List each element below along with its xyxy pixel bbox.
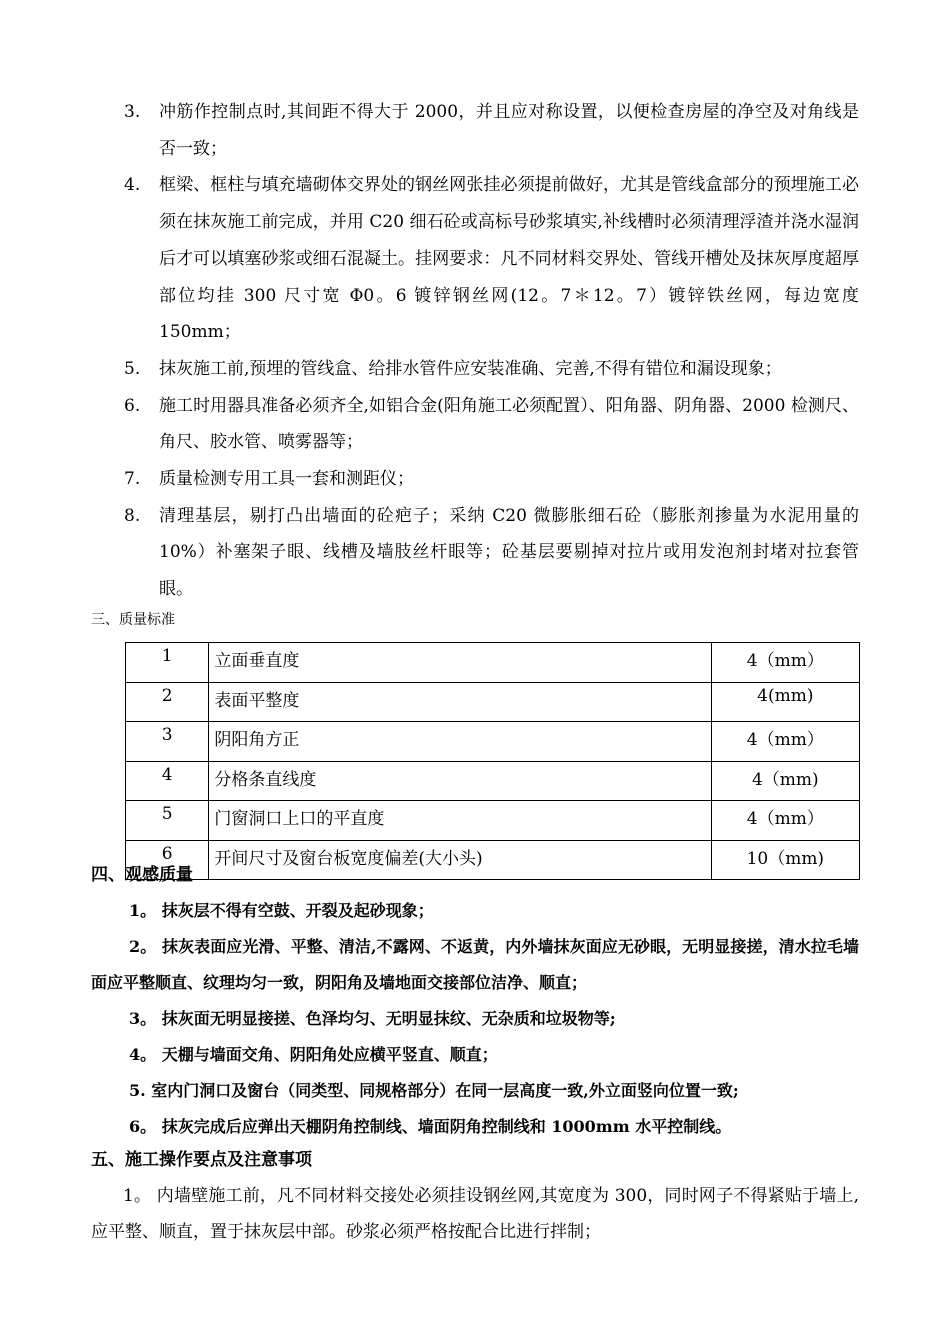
list-text: 质量检测专用工具一套和测距仪； — [159, 469, 414, 490]
list-item: 6。 抹灰完成后应弹出天棚阴角控制线、墙面阴角控制线和 1000mm 水平控制线。 — [129, 1117, 732, 1136]
table-row — [126, 801, 860, 841]
section-heading-appearance-quality: 四、观感质量 — [91, 865, 193, 885]
list-item: 5. 室内门洞口及窗台（同类型、同规格部分）在同一层高度一致,外立面竖向位置一致; — [129, 1081, 739, 1100]
list-item — [0, 461, 950, 498]
list-item — [0, 94, 950, 167]
list-item — [0, 498, 950, 608]
table-row — [126, 643, 860, 683]
table-cell-no: 2 — [126, 682, 209, 722]
list-number: 4. — [124, 175, 141, 196]
table-cell-no: 6 — [126, 840, 209, 880]
table-cell-no: 3 — [126, 722, 209, 762]
list-number: 6. — [124, 395, 141, 416]
table-cell-tolerance: 4（mm） — [711, 722, 859, 762]
table-row — [126, 840, 860, 880]
list-text: 框梁、框柱与填充墙砌体交界处的钢丝网张挂必须提前做好，尤其是管线盒部分的预埋施工必须在抹灰施工前完成，并用 C20 细石砼或高标号砂浆填实,补线槽时必须清理浮渣并浇水湿润后才可以填塞砂浆或细石混凝土。挂网要求：凡不同材料交界处、管线开槽处及抹灰厚度超厚部位均挂 300 尺寸宽 Φ0。6 镀锌钢丝网(12。7＊12。7）镀锌铁丝网，每边宽度 150mm； — [159, 175, 859, 343]
list-number: 7. — [124, 469, 141, 490]
table-cell-item: 开间尺寸及窗台板宽度偏差(大小头) — [209, 840, 711, 880]
list-text: 施工时用器具准备必须齐全,如铝合金(阳角施工必须配置）、阳角器、阴角器、2000 检测尺、角尺、胶水管、喷雾器等； — [159, 395, 859, 453]
table-cell-tolerance: 10（mm) — [711, 840, 859, 880]
list-item — [0, 388, 950, 461]
table-row — [126, 761, 860, 801]
list-text: 清理基层，剔打凸出墙面的砼疤子；采纳 C20 微膨胀细石砼（膨胀剂掺量为水泥用量的 10%）补塞架子眼、线槽及墙肢丝杆眼等；砼基层要剔掉对拉片或用发泡剂封堵对拉套管眼。 — [159, 505, 859, 600]
list-item: 1。 内墙壁施工前，凡不同材料交接处必须挂设钢丝网,其宽度为 300，同时网子不得紧贴于墙上,应平整、顺直，置于抹灰层中部。砂浆必须严格按配合比进行拌制； — [91, 1186, 859, 1242]
list-number: 8. — [124, 505, 141, 526]
list-number: 5. — [124, 358, 141, 379]
list-item — [0, 167, 950, 351]
list-number: 3. — [124, 102, 141, 122]
table-cell-item: 分格条直线度 — [209, 761, 711, 801]
list-item: 4。 天棚与墙面交角、阴阳角处应横平竖直、顺直； — [129, 1045, 498, 1064]
list-item: 2。 抹灰表面应光滑、平整、清洁,不露网、不返黄，内外墙抹灰面应无砂眼，无明显接搓，清水拉毛墙面应平整顺直、纹理均匀一致，阴阳角及墙地面交接部位洁净、顺直； — [91, 937, 859, 992]
table-cell-no: 1 — [126, 643, 209, 683]
appearance-quality-list — [91, 893, 859, 1145]
list-item: 1。 抹灰层不得有空鼓、开裂及起砂现象； — [129, 901, 434, 920]
list-item: 3。 抹灰面无明显接搓、色泽均匀、无明显抹纹、无杂质和垃圾物等; — [129, 1009, 616, 1028]
table-cell-item: 表面平整度 — [209, 682, 711, 722]
table-cell-no: 5 — [126, 801, 209, 841]
table-cell-tolerance: 4（mm） — [711, 801, 859, 841]
list-text: 抹灰施工前,预埋的管线盒、给排水管件应安装准确、完善,不得有错位和漏设现象； — [159, 358, 782, 379]
section-heading-quality-standard: 三、质量标准 — [91, 612, 175, 628]
table-cell-item: 立面垂直度 — [209, 643, 711, 683]
table-cell-tolerance: 4(mm) — [711, 682, 859, 722]
list-item — [0, 351, 950, 388]
table-cell-no: 4 — [126, 761, 209, 801]
table-row — [126, 682, 860, 722]
table-cell-item: 阴阳角方正 — [209, 722, 711, 762]
operation-points-list — [91, 1178, 859, 1250]
table-row — [126, 722, 860, 762]
table-cell-item: 门窗洞口上口的平直度 — [209, 801, 711, 841]
quality-standard-table — [125, 642, 860, 880]
preparation-list — [0, 94, 950, 608]
section-heading-operation-points: 五、施工操作要点及注意事项 — [91, 1150, 312, 1170]
list-text: 冲筋作控制点时,其间距不得大于 2000，并且应对称设置，以便检查房屋的净空及对角线是否一致； — [159, 102, 859, 159]
table-cell-tolerance: 4（mm) — [711, 761, 859, 801]
table-cell-tolerance: 4（mm） — [711, 643, 859, 683]
